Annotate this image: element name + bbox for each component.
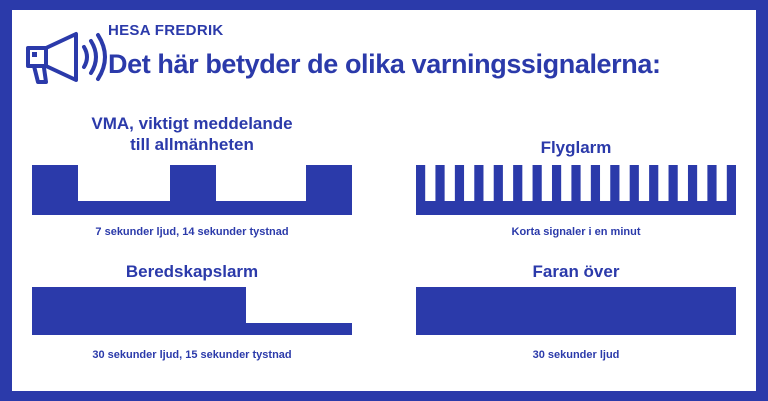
signal-caption-vma: 7 sekunder ljud, 14 sekunder tystnad: [95, 226, 289, 238]
signal-pattern-vma: [32, 165, 352, 215]
pulse-gap: [522, 165, 532, 201]
signal-title-flyglarm: [416, 137, 736, 158]
pulse-gap: [542, 165, 552, 201]
signal-title-line: VMA, viktigt meddelande: [91, 114, 293, 133]
pulse-gap: [697, 165, 707, 201]
pulse-gap: [717, 165, 727, 201]
pulse-gap: [600, 165, 610, 201]
signal-title-faran-over: [416, 261, 736, 282]
signal-title-line: till allmänheten: [130, 135, 254, 154]
signal-pattern-faran-over: [416, 287, 736, 335]
signal-caption-beredskapslarm: 30 sekunder ljud, 15 sekunder tystnad: [92, 349, 292, 361]
pulse-gap: [503, 165, 513, 201]
signal-caption-flyglarm: Korta signaler i en minut: [511, 226, 641, 238]
signal-pattern-beredskapslarm: [32, 287, 352, 335]
pulse-gap: [483, 165, 493, 201]
signal-title-line: Flyglarm: [540, 138, 612, 157]
signal-title-vma: [32, 113, 352, 155]
megaphone-icon: [20, 30, 112, 90]
pulse-gap: [678, 165, 688, 201]
pulse-gap: [658, 165, 668, 201]
pulse-gap: [619, 165, 629, 201]
pulse-gap: [464, 165, 474, 201]
pulse-gap: [425, 165, 435, 201]
signal-title-line: Faran över: [532, 262, 620, 281]
signal-title-line: Beredskapslarm: [125, 262, 259, 281]
signal-title-beredskapslarm: [32, 261, 352, 282]
signal-pattern-flyglarm: [416, 165, 736, 215]
signal-caption-faran-over: 30 sekunder ljud: [532, 349, 620, 361]
pulse-gap: [581, 165, 591, 201]
pulse-gap: [639, 165, 649, 201]
brand-title: HESA FREDRIK: [108, 22, 224, 39]
pulse-gap: [561, 165, 571, 201]
pulse-gap: [445, 165, 455, 201]
page-headline: Det här betyder de olika varningssignalerna:: [108, 49, 661, 79]
